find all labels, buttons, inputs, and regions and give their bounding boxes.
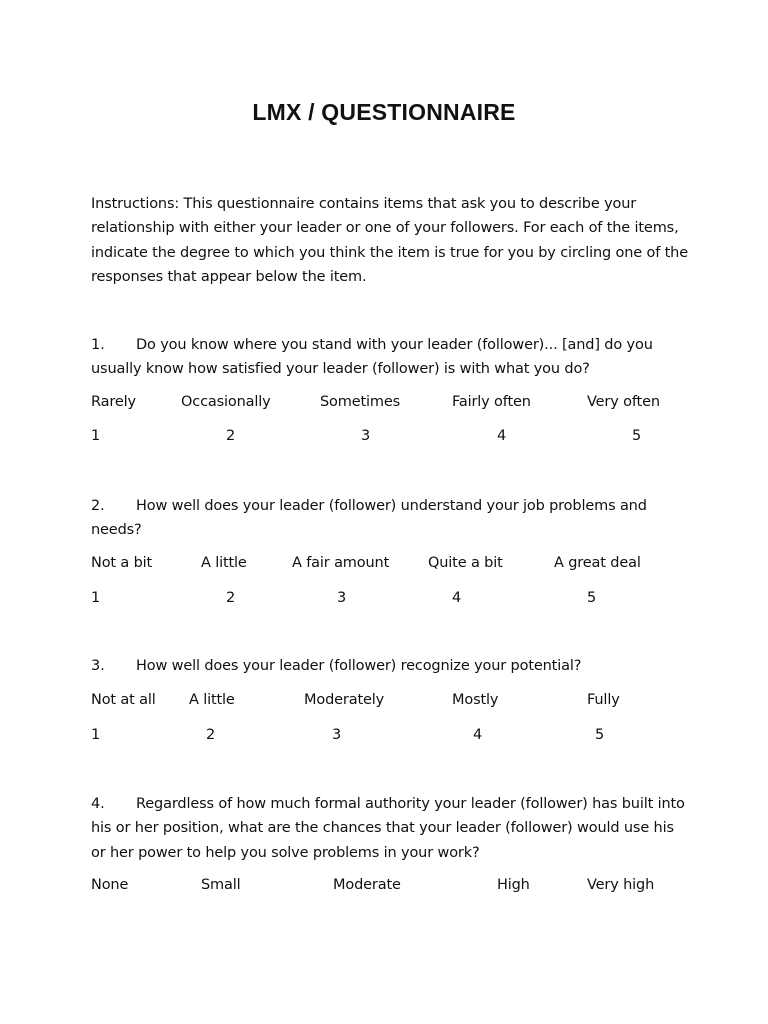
scale-label[interactable]: Very high bbox=[587, 877, 655, 893]
question-1-scale-numbers bbox=[0, 428, 768, 448]
scale-number[interactable]: 2 bbox=[226, 590, 236, 606]
question-4 bbox=[91, 792, 691, 865]
scale-label[interactable]: None bbox=[91, 877, 129, 893]
question-4-text: Regardless of how much formal authority your leader (follower) has built into his or her position, what are the chances that your leader (follower) would use his or her power to help you solve problems in your work? bbox=[91, 796, 685, 861]
scale-number[interactable]: 2 bbox=[226, 428, 236, 444]
question-2 bbox=[91, 494, 691, 543]
scale-label[interactable]: Fully bbox=[587, 692, 620, 708]
question-3-number: 3. bbox=[91, 658, 105, 674]
instructions-text: Instructions: This questionnaire contains items that ask you to describe your relationship with either your leader or one of your followers. For each of the items, indicate the degree to which you think the item is true for you by circling one of the responses that appear below the item. bbox=[91, 196, 688, 285]
scale-number[interactable]: 4 bbox=[497, 428, 507, 444]
scale-label[interactable]: Not a bit bbox=[91, 555, 153, 571]
question-4-scale-labels bbox=[0, 877, 768, 897]
question-2-scale-labels bbox=[0, 555, 768, 575]
scale-label[interactable]: Moderately bbox=[304, 692, 385, 708]
scale-label[interactable]: Occasionally bbox=[181, 394, 271, 410]
scale-number[interactable]: 3 bbox=[361, 428, 371, 444]
scale-number[interactable]: 3 bbox=[332, 727, 342, 743]
scale-number[interactable]: 3 bbox=[337, 590, 347, 606]
question-3-scale-labels bbox=[0, 692, 768, 712]
question-2-text: How well does your leader (follower) understand your job problems and needs? bbox=[91, 498, 647, 539]
question-2-number: 2. bbox=[91, 498, 105, 514]
scale-label[interactable]: Fairly often bbox=[452, 394, 531, 410]
scale-number[interactable]: 5 bbox=[595, 727, 605, 743]
question-2-scale-numbers bbox=[0, 590, 768, 610]
scale-label[interactable]: High bbox=[497, 877, 530, 893]
question-1-scale-labels bbox=[0, 394, 768, 414]
scale-label[interactable]: A fair amount bbox=[292, 555, 390, 571]
question-3-text: How well does your leader (follower) recognize your potential? bbox=[136, 658, 582, 674]
scale-number[interactable]: 2 bbox=[206, 727, 216, 743]
question-1-number: 1. bbox=[91, 337, 105, 353]
scale-label[interactable]: A little bbox=[189, 692, 235, 708]
question-3-scale-numbers bbox=[0, 727, 768, 747]
page-title: LMX / QUESTIONNAIRE bbox=[252, 99, 516, 125]
scale-label[interactable]: Very often bbox=[587, 394, 660, 410]
scale-number[interactable]: 1 bbox=[91, 590, 101, 606]
scale-label[interactable]: Moderate bbox=[333, 877, 401, 893]
scale-label[interactable]: Rarely bbox=[91, 394, 136, 410]
scale-number[interactable]: 5 bbox=[632, 428, 642, 444]
question-1 bbox=[91, 333, 691, 382]
scale-label[interactable]: Quite a bit bbox=[428, 555, 503, 571]
scale-number[interactable]: 1 bbox=[91, 727, 101, 743]
scale-number[interactable]: 4 bbox=[473, 727, 483, 743]
scale-number[interactable]: 5 bbox=[587, 590, 597, 606]
scale-number[interactable]: 4 bbox=[452, 590, 462, 606]
scale-label[interactable]: Not at all bbox=[91, 692, 156, 708]
scale-label[interactable]: Mostly bbox=[452, 692, 499, 708]
question-1-text: Do you know where you stand with your leader (follower)... [and] do you usually know how satisfied your leader (follower) is with what you do? bbox=[91, 337, 653, 378]
scale-number[interactable]: 1 bbox=[91, 428, 101, 444]
scale-label[interactable]: Sometimes bbox=[320, 394, 401, 410]
scale-label[interactable]: A little bbox=[201, 555, 247, 571]
scale-label[interactable]: Small bbox=[201, 877, 241, 893]
question-3 bbox=[91, 654, 691, 678]
scale-label[interactable]: A great deal bbox=[554, 555, 641, 571]
question-4-number: 4. bbox=[91, 796, 105, 812]
